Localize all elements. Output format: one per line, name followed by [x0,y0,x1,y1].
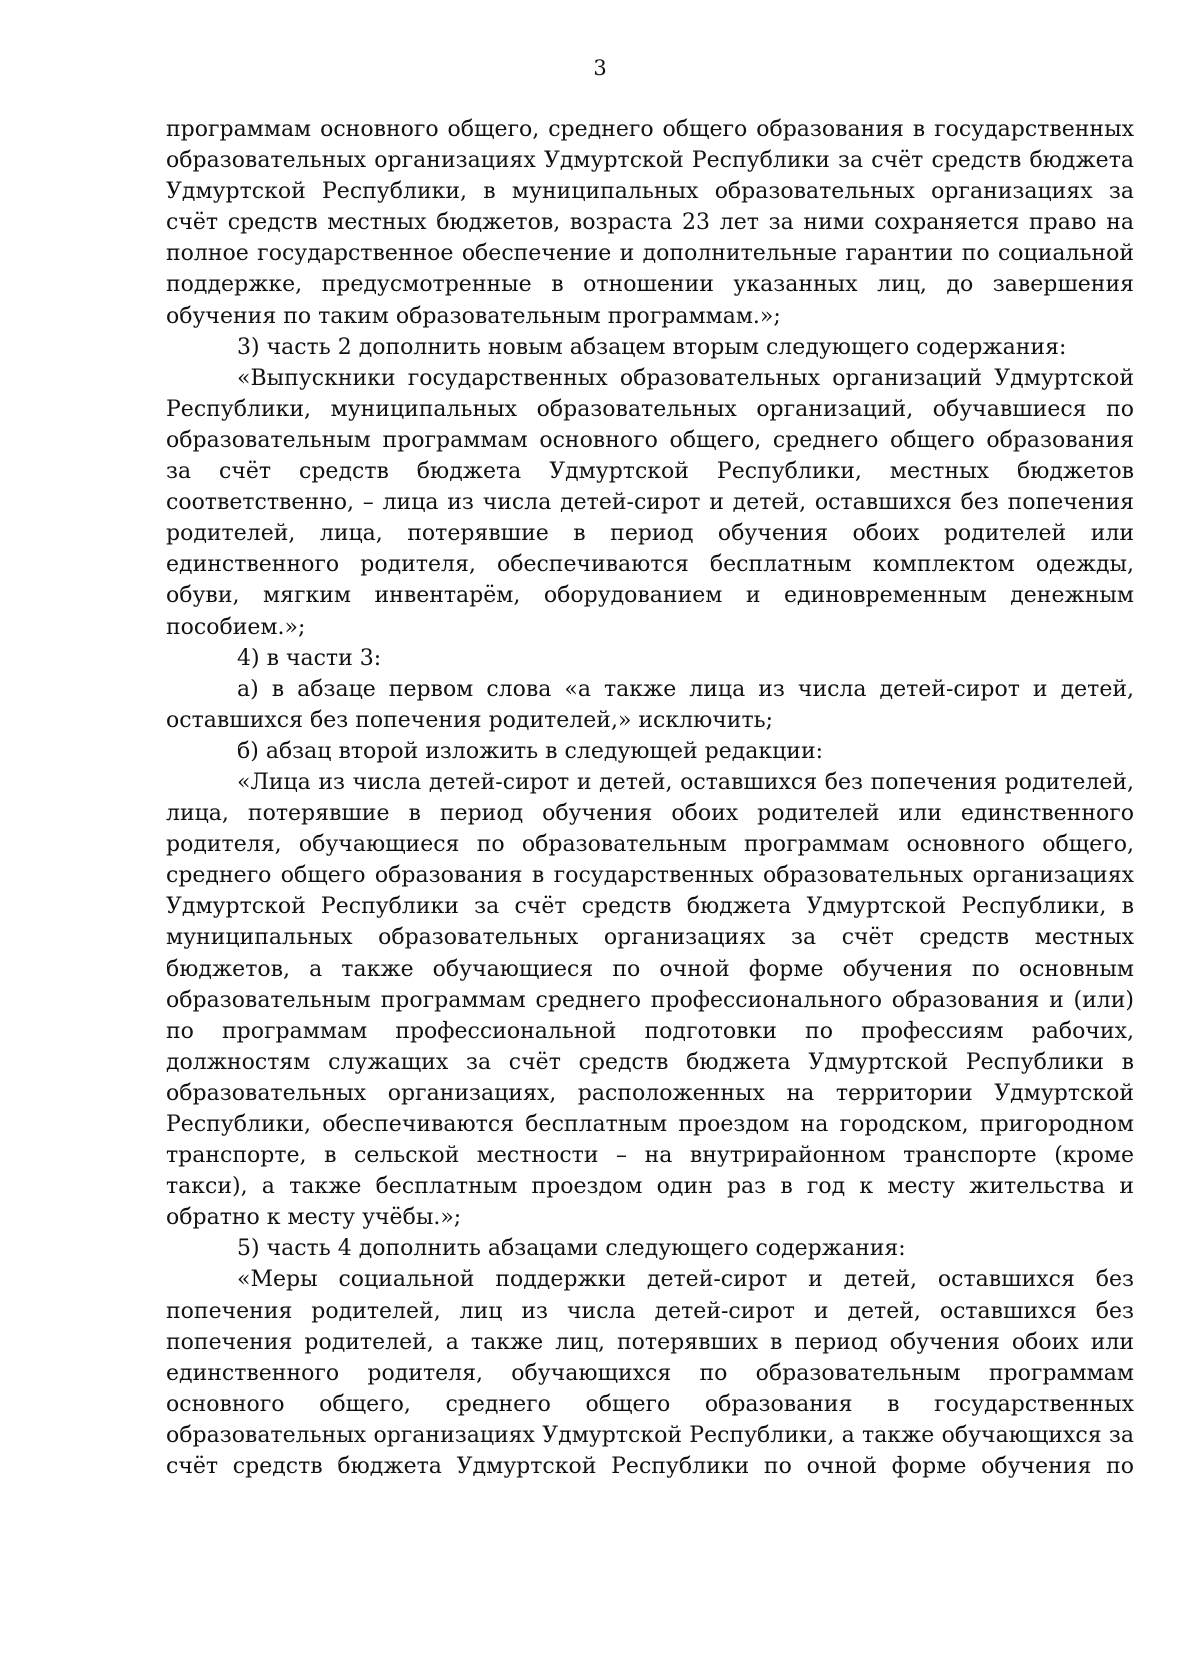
paragraph-quote-support-measures: «Меры социальной поддержки детей-сирот и детей, оставшихся без попечения родителей, лиц из числа детей-сирот и детей, оставшихся без попечения родителей, а также лиц, потерявших в период обучения обоих или единственного родителя, обучающихся по образовательным программам основного общего, среднего общего образования в государственных образовательных организациях Удмуртской Республики, а также обучающихся за счёт средств бюджета Удмуртской Республики по очной форме обучения по [166,1267,1134,1480]
paragraph-subitem-b: б) абзац второй изложить в следующей редакции: [237,738,824,764]
paragraph-quote-graduates: «Выпускники государственных образовательных организаций Удмуртской Республики, муниципальных образовательных организаций, обучавшиеся по образовательным программам основного общего, среднего общего образования за счёт средств бюджета Удмуртской Республики, местных бюджетов соответственно, – лица из числа детей-сирот и детей, оставшихся без попечения родителей, лица, потерявшие в период обучения обоих родителей или единственного родителя, обеспечиваются бесплатным комплектом одежды, обуви, мягким инвентарём, оборудованием и единовременным денежным пособием.»; [166,365,1134,640]
paragraph-item-5: 5) часть 4 дополнить абзацами следующего содержания: [237,1236,906,1262]
paragraph-continuation: программам основного общего, среднего общего образования в государственных образовательных организациях Удмуртской Республики за счёт средств бюджета Удмуртской Республики, в муниципальных образовательных организациях за счёт средств местных бюджетов, возраста 23 лет за ними сохраняется право на полное государственное обеспечение и дополнительные гарантии по социальной поддержке, предусмотренные в отношении указанных лиц, до завершения обучения по таким образовательным программам.»; [166,117,1134,329]
paragraph-item-3: 3) часть 2 дополнить новым абзацем вторым следующего содержания: [237,334,1067,360]
paragraph-item-4: 4) в части 3: [237,645,382,671]
paragraph-quote-free-travel: «Лица из числа детей-сирот и детей, оставшихся без попечения родителей, лица, потерявшие в период обучения обоих родителей или единственного родителя, обучающиеся по образовательным программам основного общего, среднего общего образования в государственных образовательных организациях Удмуртской Республики за счёт средств бюджета Удмуртской Республики, в муниципальных образовательных организациях за счёт средств местных бюджетов, а также обучающиеся по очной форме обучения по основным образовательным программам среднего профессионального образования и (или) по программам профессиональной подготовки по профессиям рабочих, должностям служащих за счёт средств бюджета Удмуртской Республики в образовательных организациях, расположенных на территории Удмуртской Республики, обеспечиваются бесплатным проездом на городском, пригородном транспорте, в сельской местности – на внутрирайонном транспорте (кроме такси), а также бесплатным проездом один раз в год к месту жительства и обратно к месту учёбы.»; [166,769,1134,1231]
document-body [166,114,1134,1482]
paragraph-subitem-a: а) в абзаце первом слова «а также лица из числа детей-сирот и детей, оставшихся без попечения родителей,» исключить; [166,676,1134,733]
page-number: 3 [593,56,607,80]
